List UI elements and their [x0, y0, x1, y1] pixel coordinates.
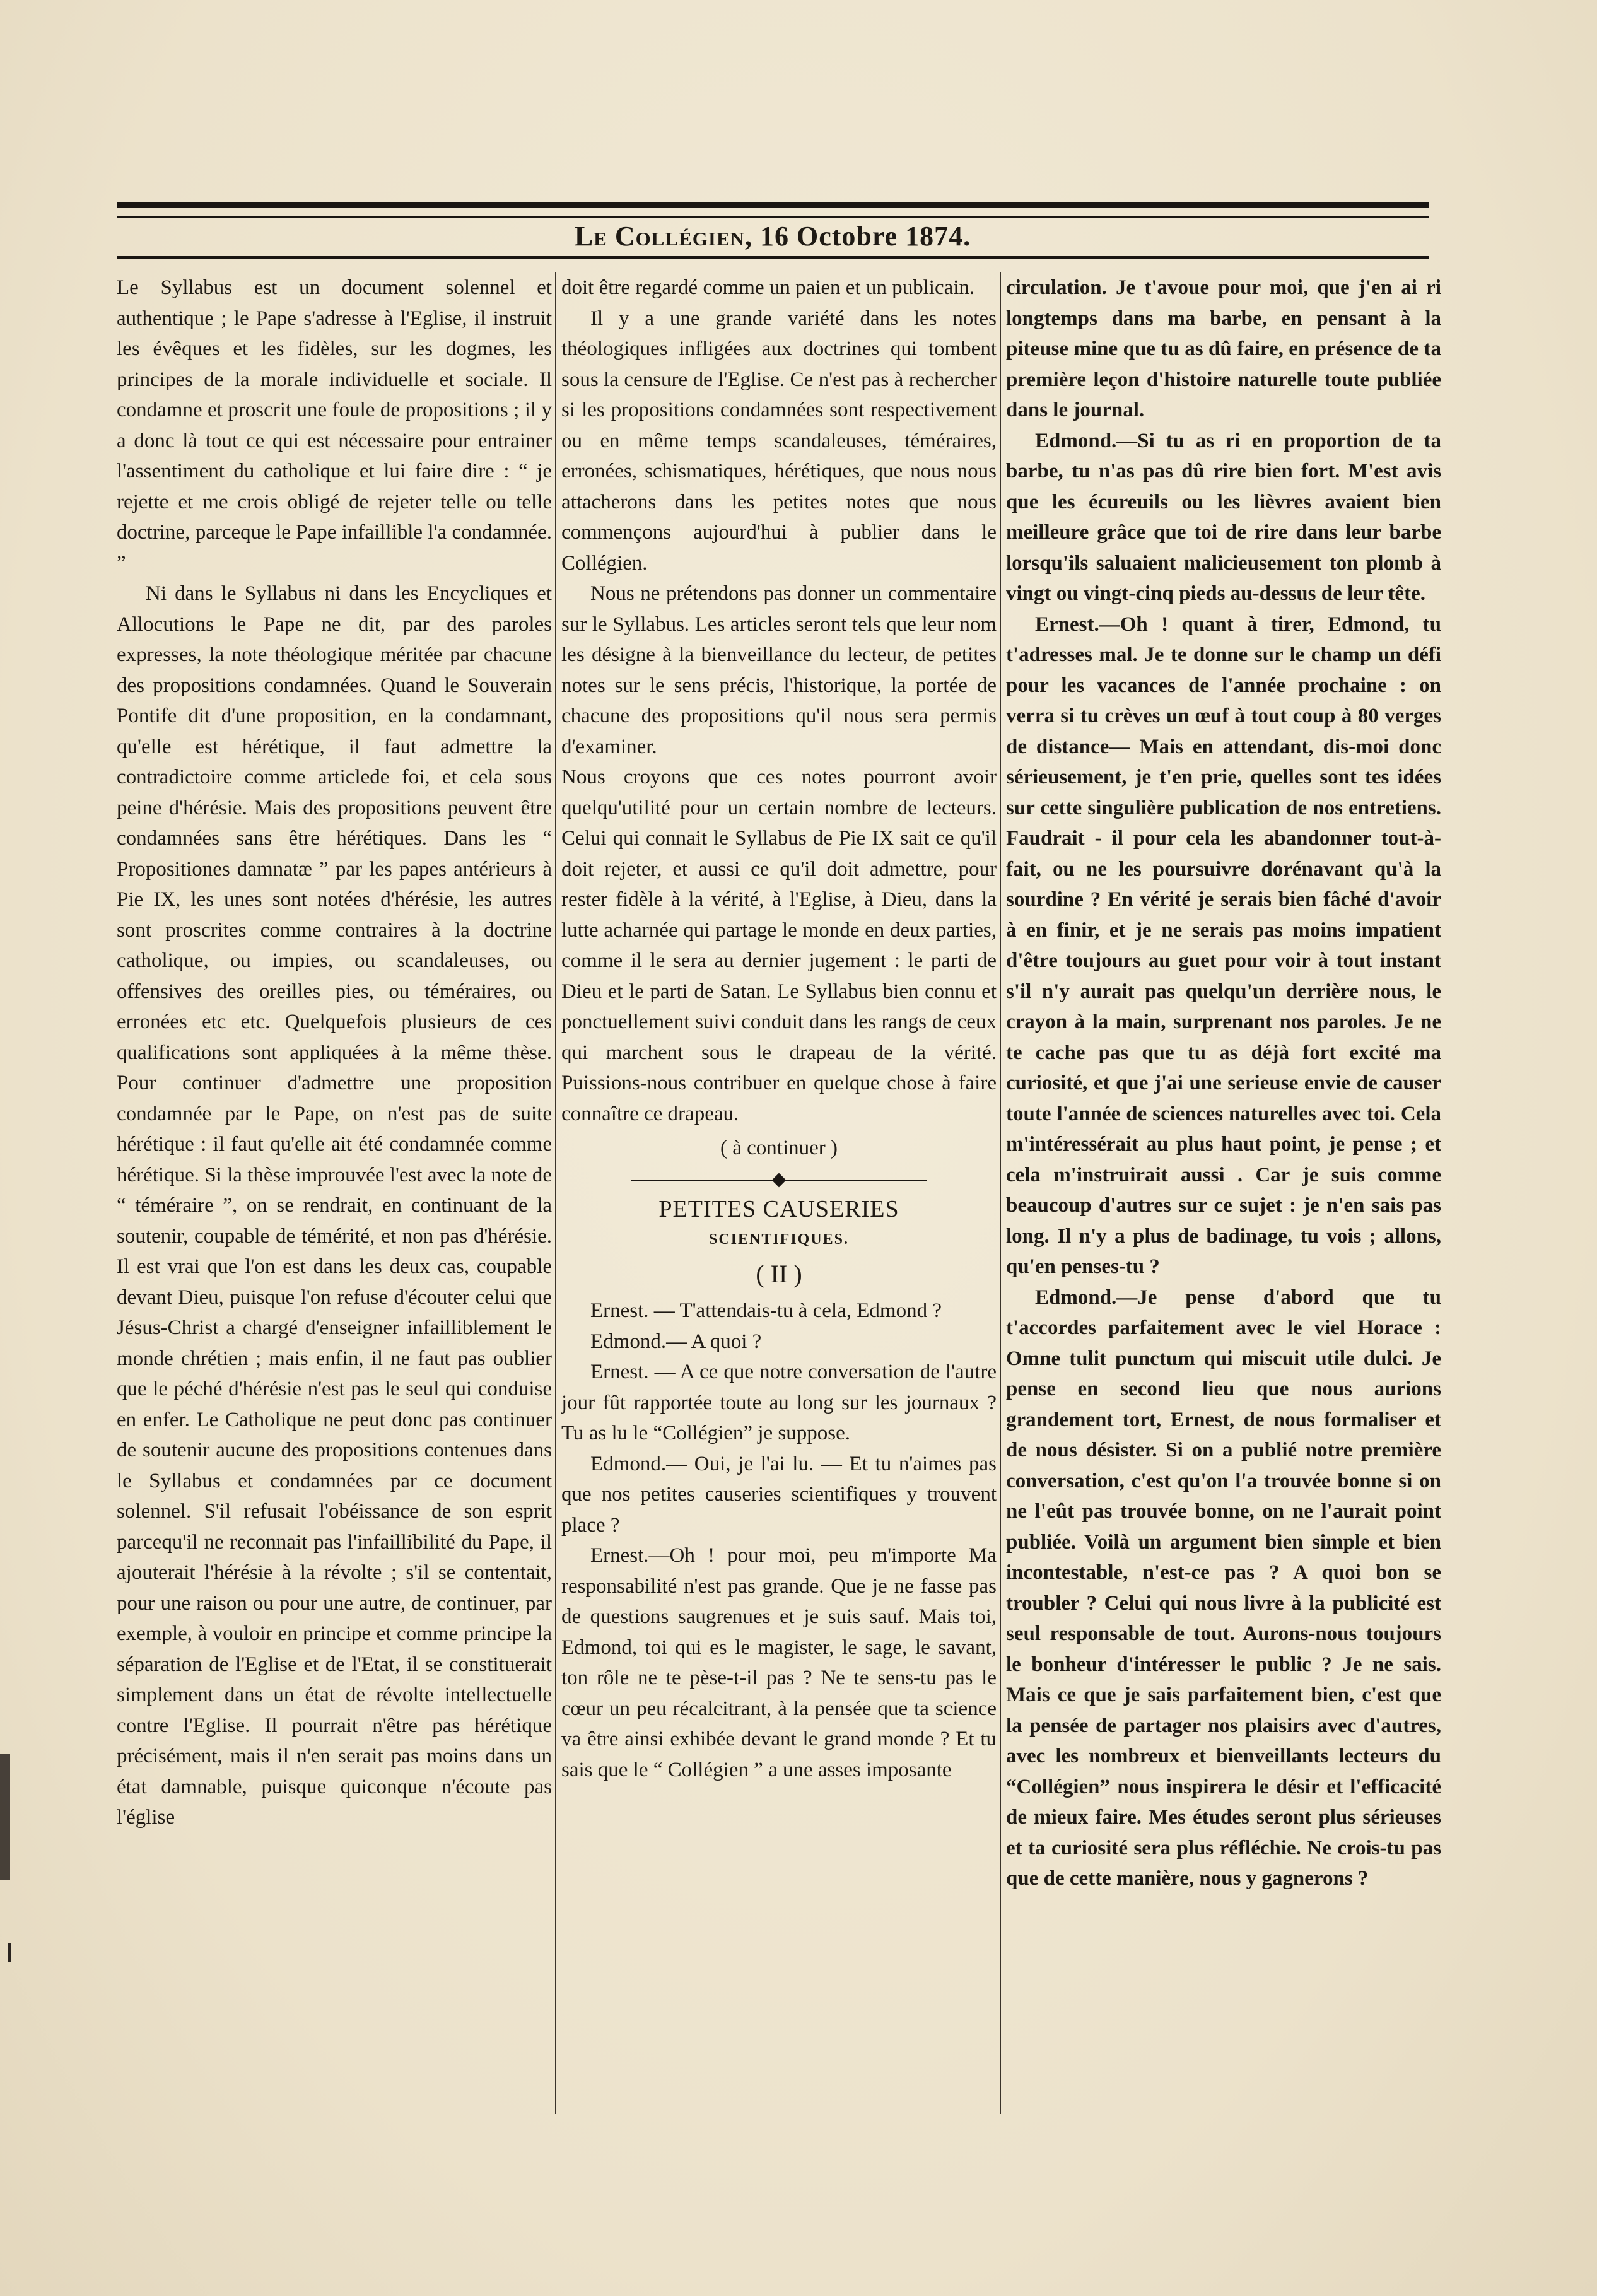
masthead	[117, 217, 1429, 256]
dialogue-paragraph: Ernest. — A ce que notre conversation de l'autre jour fût rapportée toute au long sur les journaux ? Tu as lu le “Collégien” je suppose.	[561, 1361, 997, 1444]
masthead-underline	[117, 256, 1429, 259]
binding-mark	[8, 1943, 11, 1962]
dialogue-paragraph: Ernest.—Oh ! pour moi, peu m'importe Ma responsabilité n'est pas grande. Que je ne fasse pas de questions saugrenues et je suis sauf. Mais toi, Edmond, toi qui es le magister, le sage, le savant, ton rôle ne te pèse-t-il pas ? Ne te sens-tu pas le cœur un peu récalcitrant, à la pensée que ta science va être ainsi exhibée devant le grand monde ? Et tu sais que le “ Collégien ” a une asses imposante	[561, 1544, 997, 1781]
section-title: PETITES CAUSERIES	[658, 1195, 899, 1222]
paragraph: Nous ne prétendons pas donner un commentaire sur le Syllabus. Les articles seront tels que leur nom les désigne à la bienveillance du lecteur, de petites notes sur le sens précis, l'historique, la portée de chacune des propositions qu'il nous sera permis d'examiner.	[561, 582, 997, 758]
dialogue-paragraph: Ernest. — T'attendais-tu à cela, Edmond ?	[590, 1299, 942, 1322]
section-number: ( II )	[756, 1259, 802, 1288]
column-2	[561, 272, 997, 2114]
paragraph: Nous croyons que ces notes pourront avoir quelqu'utilité pour un certain nombre de lecteurs. Celui qui connait le Syllabus de Pie IX sait ce qu'il doit rejeter, et aussi ce qu'il doit admettre, pour rester fidèle à la vérité, à l'Eglise, à Dieu, dans la lutte acharnée qui partage le monde en deux parties, comme il le sera au dernier jugement : le parti de Dieu et le parti de Satan. Le Syllabus bien connu et ponctuellement suivi conduit dans les rangs de ceux qui marchent sous le drapeau de la vérité. Puissions-nous contribuer en quelque chose à faire connaître ce drapeau.	[561, 766, 997, 1125]
dialogue-paragraph: Edmond.— Oui, je l'ai lu. — Et tu n'aimes pas que nos petites causeries scientifiques y trouvent place ?	[561, 1452, 997, 1537]
masthead-date: , 16 Octobre 1874.	[745, 221, 971, 252]
header-rule-thick	[117, 202, 1429, 208]
separator-ornament	[772, 1173, 787, 1187]
column-divider	[1000, 272, 1001, 2114]
to-be-continued: ( à continuer )	[720, 1137, 838, 1159]
column-1	[117, 272, 552, 2114]
dialogue-paragraph: Edmond.—Je pense d'abord que tu t'accordes parfaitement avec le viel Horace : Omne tulit punctum qui miscuit utile dulci. Je pense en second lieu que nous aurions grandement tort, Ernest, de nous formaliser et de nous désister. Si on a publié notre première conversation, c'est qu'on l'a trouvée bonne si on ne l'eût pas trouvée bonne, on ne l'aurait point publiée. Voilà un argument bien simple et bien incontestable, n'est-ce pas ? A quoi bon se troubler ? Celui qui nous livre à la publicité est seul responsable de tout. Aurons-nous toujours le bonheur d'intéresser le public ? Je ne sais. Mais ce que je sais parfaitement bien, c'est que la pensée de partager nos plaisirs avec d'autres, avec les nombreux et bienveillants lecteurs du “Collégien” nous inspirera le désir et l'efficacité de mieux faire. Mes études seront plus sérieuses et ta curiosité sera plus réfléchie. Ne crois-tu pas que de cette manière, nous y gagnerons ?	[1006, 1286, 1441, 1890]
paragraph: doit être regardé comme un paien et un publicain.	[561, 276, 975, 299]
section-subtitle: SCIENTIFIQUES.	[708, 1231, 850, 1248]
dialogue-paragraph: Ernest.—Oh ! quant à tirer, Edmond, tu t'adresses mal. Je te donne sur le champ un défi pour les vacances de l'année prochaine : on verra si tu crèves un œuf à tout coup à 80 verges de distance— Mais en attendant, dis-moi donc sérieusement, je t'en prie, quelles sont tes idées sur cette singulière publication de nos entretiens. Faudrait - il pour cela les abandonner tout-à-fait, ou ne les poursuivre dorénavant qu'à la sourdine ? En vérité je serais bien fâché d'avoir à en finir, et je ne serais pas moins impatient d'être toujours au guet pour voir à tout instant s'il n'y aurait pas quelqu'un derrière nous, le crayon à la main, surprenant nos paroles. Je ne te cache pas que tu as déjà fort excité ma curiosité, et que j'ai une serieuse envie de causer toute l'année de sciences naturelles avec toi. Cela m'intéressérait au plus haut point, je pense ; et cela m'instruirait aussi . Car je suis comme beaucoup d'autres sur ce sujet : je n'en sais pas long. Il n'y a plus de badinage, tu vois ; allons, qu'en penses-tu ?	[1006, 612, 1441, 1278]
masthead-title: Le Collégien	[574, 221, 746, 252]
dialogue-paragraph: Edmond.— A quoi ?	[590, 1330, 762, 1353]
section-separator	[561, 1173, 997, 1188]
paragraph: Il y a une grande variété dans les notes théologiques infligées aux doctrines qui tombent sous la censure de l'Eglise. Ce n'est pas à rechercher si les propositions condamnées sont respectivement ou en même temps scandaleuses, téméraires, erronées, schismatiques, hérétiques, que nous nous attacherons dans les petites notes que nous commençons aujourd'hui à publier dans le Collégien.	[561, 307, 997, 575]
dialogue-paragraph: circulation. Je t'avoue pour moi, que j'en ai ri longtemps dans ma barbe, en pensant à la piteuse mine que tu as dû faire, en présence de ta première leçon d'histoire naturelle toute publiée dans le journal.	[1006, 276, 1441, 421]
dialogue-paragraph: Edmond.—Si tu as ri en proportion de ta barbe, tu n'as pas dû rire bien fort. M'est avis que les écureuils ou les lièvres avaient bien meilleure grâce que toi de rire dans leur barbe lorsqu'ils saluaient malicieusement ton plomb à vingt ou vingt-cinq pieds au-dessus de leur tête.	[1006, 429, 1441, 605]
column-divider	[555, 272, 556, 2114]
paragraph: Ni dans le Syllabus ni dans les Encycliques et Allocutions le Pape ne dit, par des paroles expresses, la note théologique méritée par chacune des propositions condamnées. Quand le Souverain Pontife dit d'une proposition, en la condamnant, qu'elle est hérétique, il faut admettre la contradictoire comme articlede foi, et cela sous peine d'hérésie. Mais des propositions peuvent être condamnées sans être hérétiques. Dans les “ Propositiones damnatæ ” par les papes antérieurs à Pie IX, les unes sont notées d'hérésie, les autres sont proscrites comme contraires à la doctrine catholique, ou impies, ou scandaleuses, ou offensives des oreilles pies, ou téméraires, ou erronées etc etc. Quelquefois plusieurs de ces qualifications sont appliquées à la même thèse. Pour continuer d'admettre une proposition condamnée par le Pape, on n'est pas de suite hérétique : il faut qu'elle ait été condamnée comme hérétique. Si la thèse improuvée l'est avec la note de “ téméraire ”, on se rendrait, en continuant de la soutenir, coupable de témérité, et non pas d'hérésie. Il est vrai que l'on est dans les deux cas, coupable devant Dieu, puisque l'on refuse d'écouter celui que Jésus-Christ a chargé d'enseigner infailliblement le monde chrétien ; mais enfin, il ne faut pas oublier que le péché d'hérésie n'est pas le seul qui conduise en enfer. Le Catholique ne peut donc pas continuer de soutenir aucune des propositions contenues dans le Syllabus et condamnées par ce document solennel. S'il refusait l'obéissance de son esprit parcequ'il ne reconnait pas l'infaillibilité du Pape, il ajouterait l'hérésie à la révolte ; s'il se contentait, pour une raison ou pour une autre, de continuer, par exemple, à vouloir en principe et comme principe la séparation de l'Eglise et de l'Etat, il se constituerait simplement dans un état de révolte intellectuelle contre l'Eglise. Il pourrait n'être pas hérétique précisément, mais il n'en serait pas moins dans un état damnable, puisque quiconque n'écoute pas l'église	[117, 582, 552, 1829]
column-3	[1006, 272, 1441, 2114]
binding-mark	[0, 1754, 10, 1880]
paragraph: Le Syllabus est un document solennel et authentique ; le Pape s'adresse à l'Eglise, il instruit les évêques et les fidèles, sur les dogmes, les principes de la morale individuelle et sociale. Il condamne et proscrit une foule de propositions ; il y a donc là tout ce qui est nécessaire pour entrainer l'assentiment du catholique et lui faire dire : “ je rejette et me crois obligé de rejeter telle ou telle doctrine, parceque le Pape infaillible l'a condamnée. ”	[117, 276, 552, 575]
